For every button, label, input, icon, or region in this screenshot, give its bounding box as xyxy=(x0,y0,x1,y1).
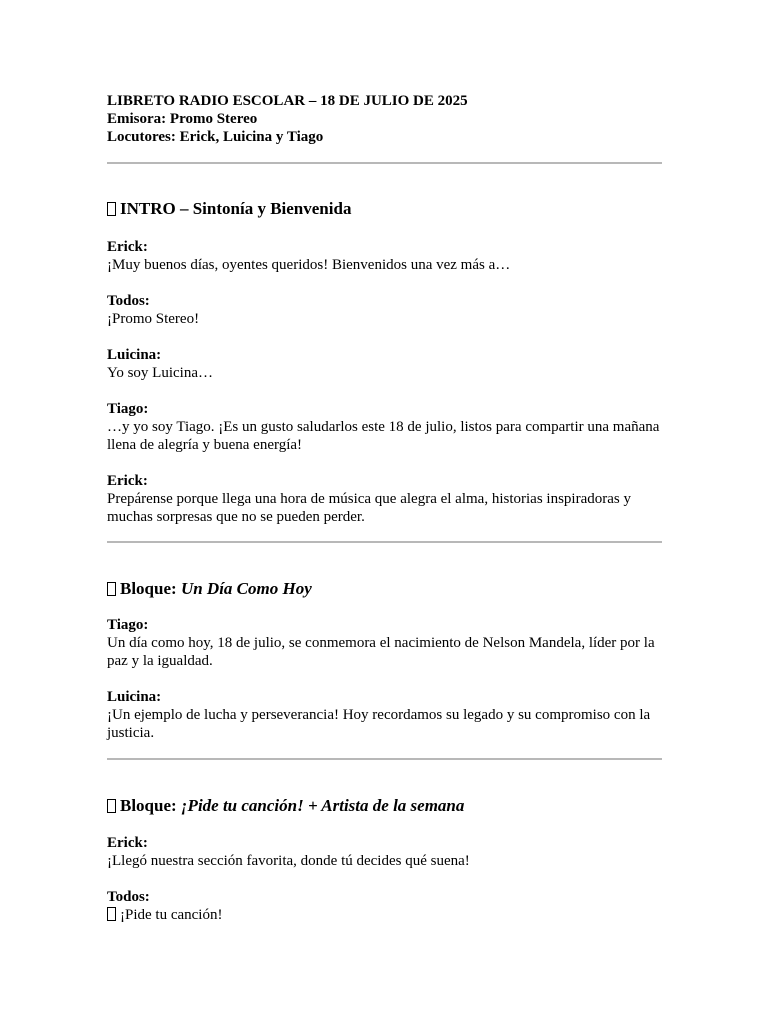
divider xyxy=(107,162,662,164)
missing-glyph-icon xyxy=(107,202,116,216)
dialogue-text: Yo soy Luicina… xyxy=(107,365,213,381)
section-title-pide-tu-cancion: Bloque: ¡Pide tu canción! + Artista de la semana xyxy=(107,795,662,817)
dialogue-text: ¡Muy buenos días, oyentes queridos! Bienvenidos una vez más a… xyxy=(107,257,511,273)
dialogue-text: Un día como hoy, 18 de julio, se conmemora el nacimiento de Nelson Mandela, líder por la paz y la igualdad. xyxy=(107,635,655,669)
speaker-label: Erick: xyxy=(107,239,148,255)
speaker-label: Erick: xyxy=(107,835,148,851)
missing-glyph-icon xyxy=(107,582,116,596)
dialogue-text: ¡Pide tu canción! xyxy=(107,906,662,924)
dialogue-text: ¡Promo Stereo! xyxy=(107,311,200,327)
speaker-label: Luicina: xyxy=(107,347,162,363)
section-title-un-dia-como-hoy: Bloque: Un Día Como Hoy xyxy=(107,578,662,600)
document-title: LIBRETO RADIO ESCOLAR – 18 DE JULIO DE 2025 xyxy=(107,93,468,109)
dialogue-text: Prepárense porque llega una hora de música que alegra el alma, historias inspiradoras y muchas sorpresas que no se pueden perder. xyxy=(107,491,631,525)
dialogue-text: ¡Un ejemplo de lucha y perseverancia! Hoy recordamos su legado y su compromiso con la justicia. xyxy=(107,707,651,741)
dialogue-text: ¡Llegó nuestra sección favorita, donde tú decides qué suena! xyxy=(107,853,470,869)
hosts-line: Locutores: Erick, Luicina y Tiago xyxy=(107,129,324,145)
speaker-label: Tiago: xyxy=(107,401,149,417)
speaker-label: Todos: xyxy=(107,889,150,905)
speaker-label: Tiago: xyxy=(107,617,149,633)
divider xyxy=(107,541,662,543)
missing-glyph-icon xyxy=(107,907,116,921)
speaker-label: Todos: xyxy=(107,293,150,309)
dialogue-text: …y yo soy Tiago. ¡Es un gusto saludarlos este 18 de julio, listos para compartir una mañana llena de alegría y buena energía! xyxy=(107,419,660,453)
speaker-label: Luicina: xyxy=(107,689,162,705)
station-line: Emisora: Promo Stereo xyxy=(107,111,258,127)
section-title-intro: INTRO – Sintonía y Bienvenida xyxy=(107,198,662,220)
divider xyxy=(107,758,662,760)
speaker-label: Erick: xyxy=(107,473,148,489)
missing-glyph-icon xyxy=(107,799,116,813)
